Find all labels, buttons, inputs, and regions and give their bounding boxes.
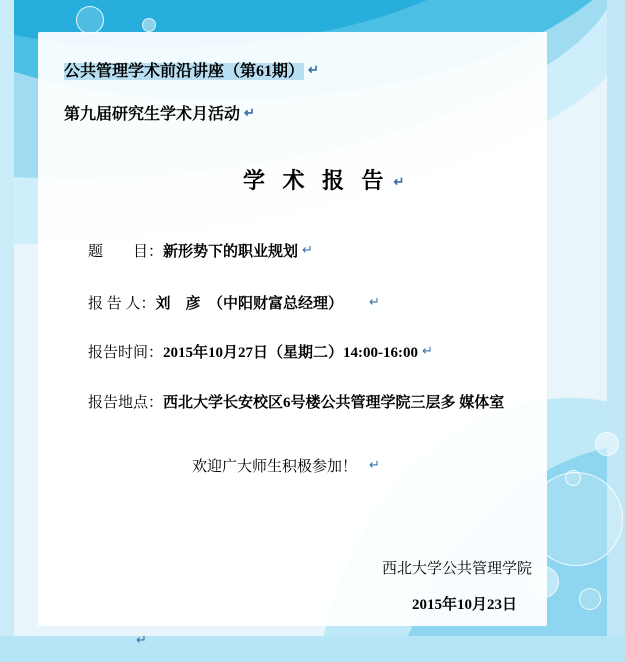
paragraph-mark-icon: ↵ [422, 343, 433, 358]
header-line-2 [64, 101, 255, 124]
signature-date-text: 2015年10月23日 [412, 597, 518, 613]
field-location-value: 西北大学长安校区6号楼公共管理学院三层多 媒体室 [163, 395, 505, 411]
field-location-label: 报告地点： [88, 395, 164, 411]
field-time-value: 2015年10月27日（星期二）14:00-16:00 [163, 345, 419, 361]
header-line-2-text: 第九届研究生学术月活动 [64, 106, 241, 123]
paragraph-mark-icon: ↵ [244, 105, 255, 120]
field-speaker-label: 报 告 人： [88, 296, 156, 312]
page-title [243, 164, 410, 195]
field-time [88, 341, 433, 362]
field-speaker-value: 刘 彦 （中阳财富总经理） [155, 296, 344, 312]
trailing-paragraph-mark [132, 632, 147, 651]
field-topic-value: 新形势下的职业规划 [163, 244, 299, 260]
paragraph-mark-icon: ↵ [369, 294, 380, 309]
paragraph-mark-icon: ↵ [136, 632, 147, 647]
welcome-note [192, 455, 380, 476]
field-time-label: 报告时间： [88, 345, 164, 361]
paragraph-mark-icon: ↵ [393, 174, 411, 189]
field-location [88, 391, 504, 412]
header-line-1 [64, 58, 319, 81]
signature-date [412, 593, 517, 614]
header-line-1-text: 公共管理学术前沿讲座（第61期） [64, 63, 305, 80]
welcome-note-text: 欢迎广大师生积极参加！ [192, 459, 358, 475]
paragraph-mark-icon: ↵ [308, 62, 319, 77]
field-speaker [88, 292, 380, 313]
paragraph-mark-icon: ↵ [369, 457, 380, 472]
paragraph-mark-icon: ↵ [302, 242, 313, 257]
signature-organization [382, 557, 532, 578]
signature-organization-text: 西北大学公共管理学院 [382, 561, 533, 577]
field-topic [88, 240, 313, 261]
field-topic-label: 题 目： [88, 244, 164, 260]
page-title-text: 学 术 报 告 [243, 168, 390, 193]
